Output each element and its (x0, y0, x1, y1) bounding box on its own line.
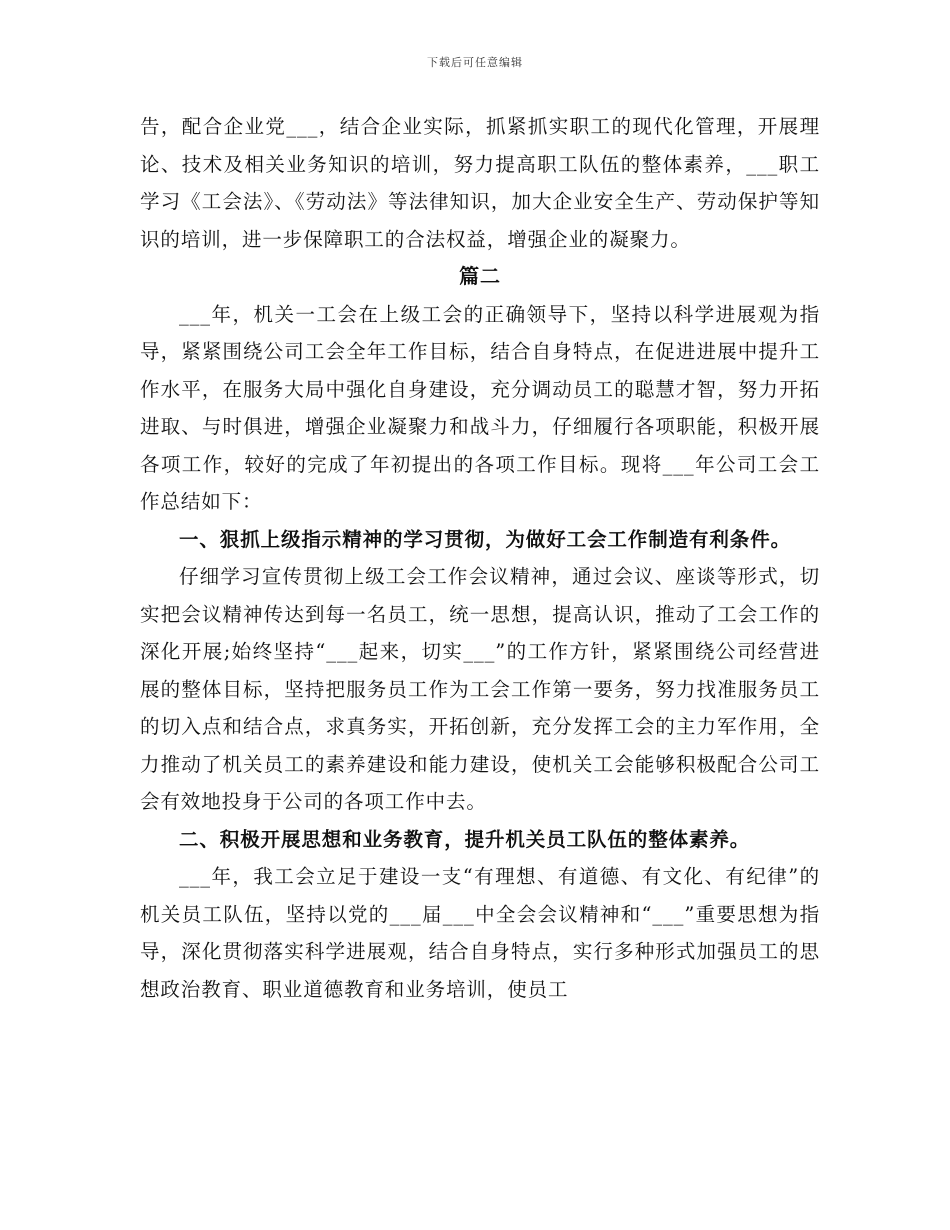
paragraph-two: ___年，我工会立足于建设一支“有理想、有道德、有文化、有纪律”的机关员工队伍，坚持以党的___届___中全会会议精神和“___”重要思想为指导，深化贯彻落实科学进展观，结合自身特点，实行多种形式加强员工的思想政治教育、职业道德教育和业务培训，使员工 (140, 865, 820, 1001)
heading-two: 二、积极开展思想和业务教育，提升机关员工队伍的整体素养。 (179, 827, 751, 851)
paragraph-one: 仔细学习宣传贯彻上级工会工作会议精神，通过会议、座谈等形式，切实把会议精神传达到每一名员工，统一思想，提高认识，推动了工会工作的深化开展;始终坚持“___起来，切实___”的工作方针，紧紧围绕公司经营进展的整体目标，坚持把服务员工作为工会工作第一要务，努力找准服务员工的切入点和结合点，求真务实，开拓创新，充分发挥工会的主力军作用，全力推动了机关员工的素养建设和能力建设，使机关工会能够积极配合公司工会有效地投身于公司的各项工作中去。 (140, 565, 820, 813)
paragraph-continued: 告，配合企业党___，结合企业实际，抓紧抓实职工的现代化管理，开展理论、技术及相关业务知识的培训，努力提高职工队伍的整体素养，___职工学习《工会法》、《劳动法》等法律知识，加大企业安全生产、劳动保护等知识的培训，进一步保障职工的合法权益，增强企业的凝聚力。 (140, 115, 820, 251)
paragraph-intro: ___年，机关一工会在上级工会的正确领导下，坚持以科学进展观为指导，紧紧围绕公司工会全年工作目标，结合自身特点，在促进进展中提升工作水平，在服务大局中强化自身建设，充分调动员工的聪慧才智，努力开拓进取、与时俱进，增强企业凝聚力和战斗力，仔细履行各项职能，积极开展各项工作，较好的完成了年初提出的各项工作目标。现将___年公司工会工作总结如下： (140, 302, 820, 513)
document-body (140, 108, 820, 1008)
heading-one: 一、狠抓上级指示精神的学习贯彻，为做好工会工作制造有利条件。 (179, 527, 792, 551)
page-header: 下载后可任意编辑 (427, 56, 523, 69)
section-title: 篇二 (459, 264, 501, 288)
